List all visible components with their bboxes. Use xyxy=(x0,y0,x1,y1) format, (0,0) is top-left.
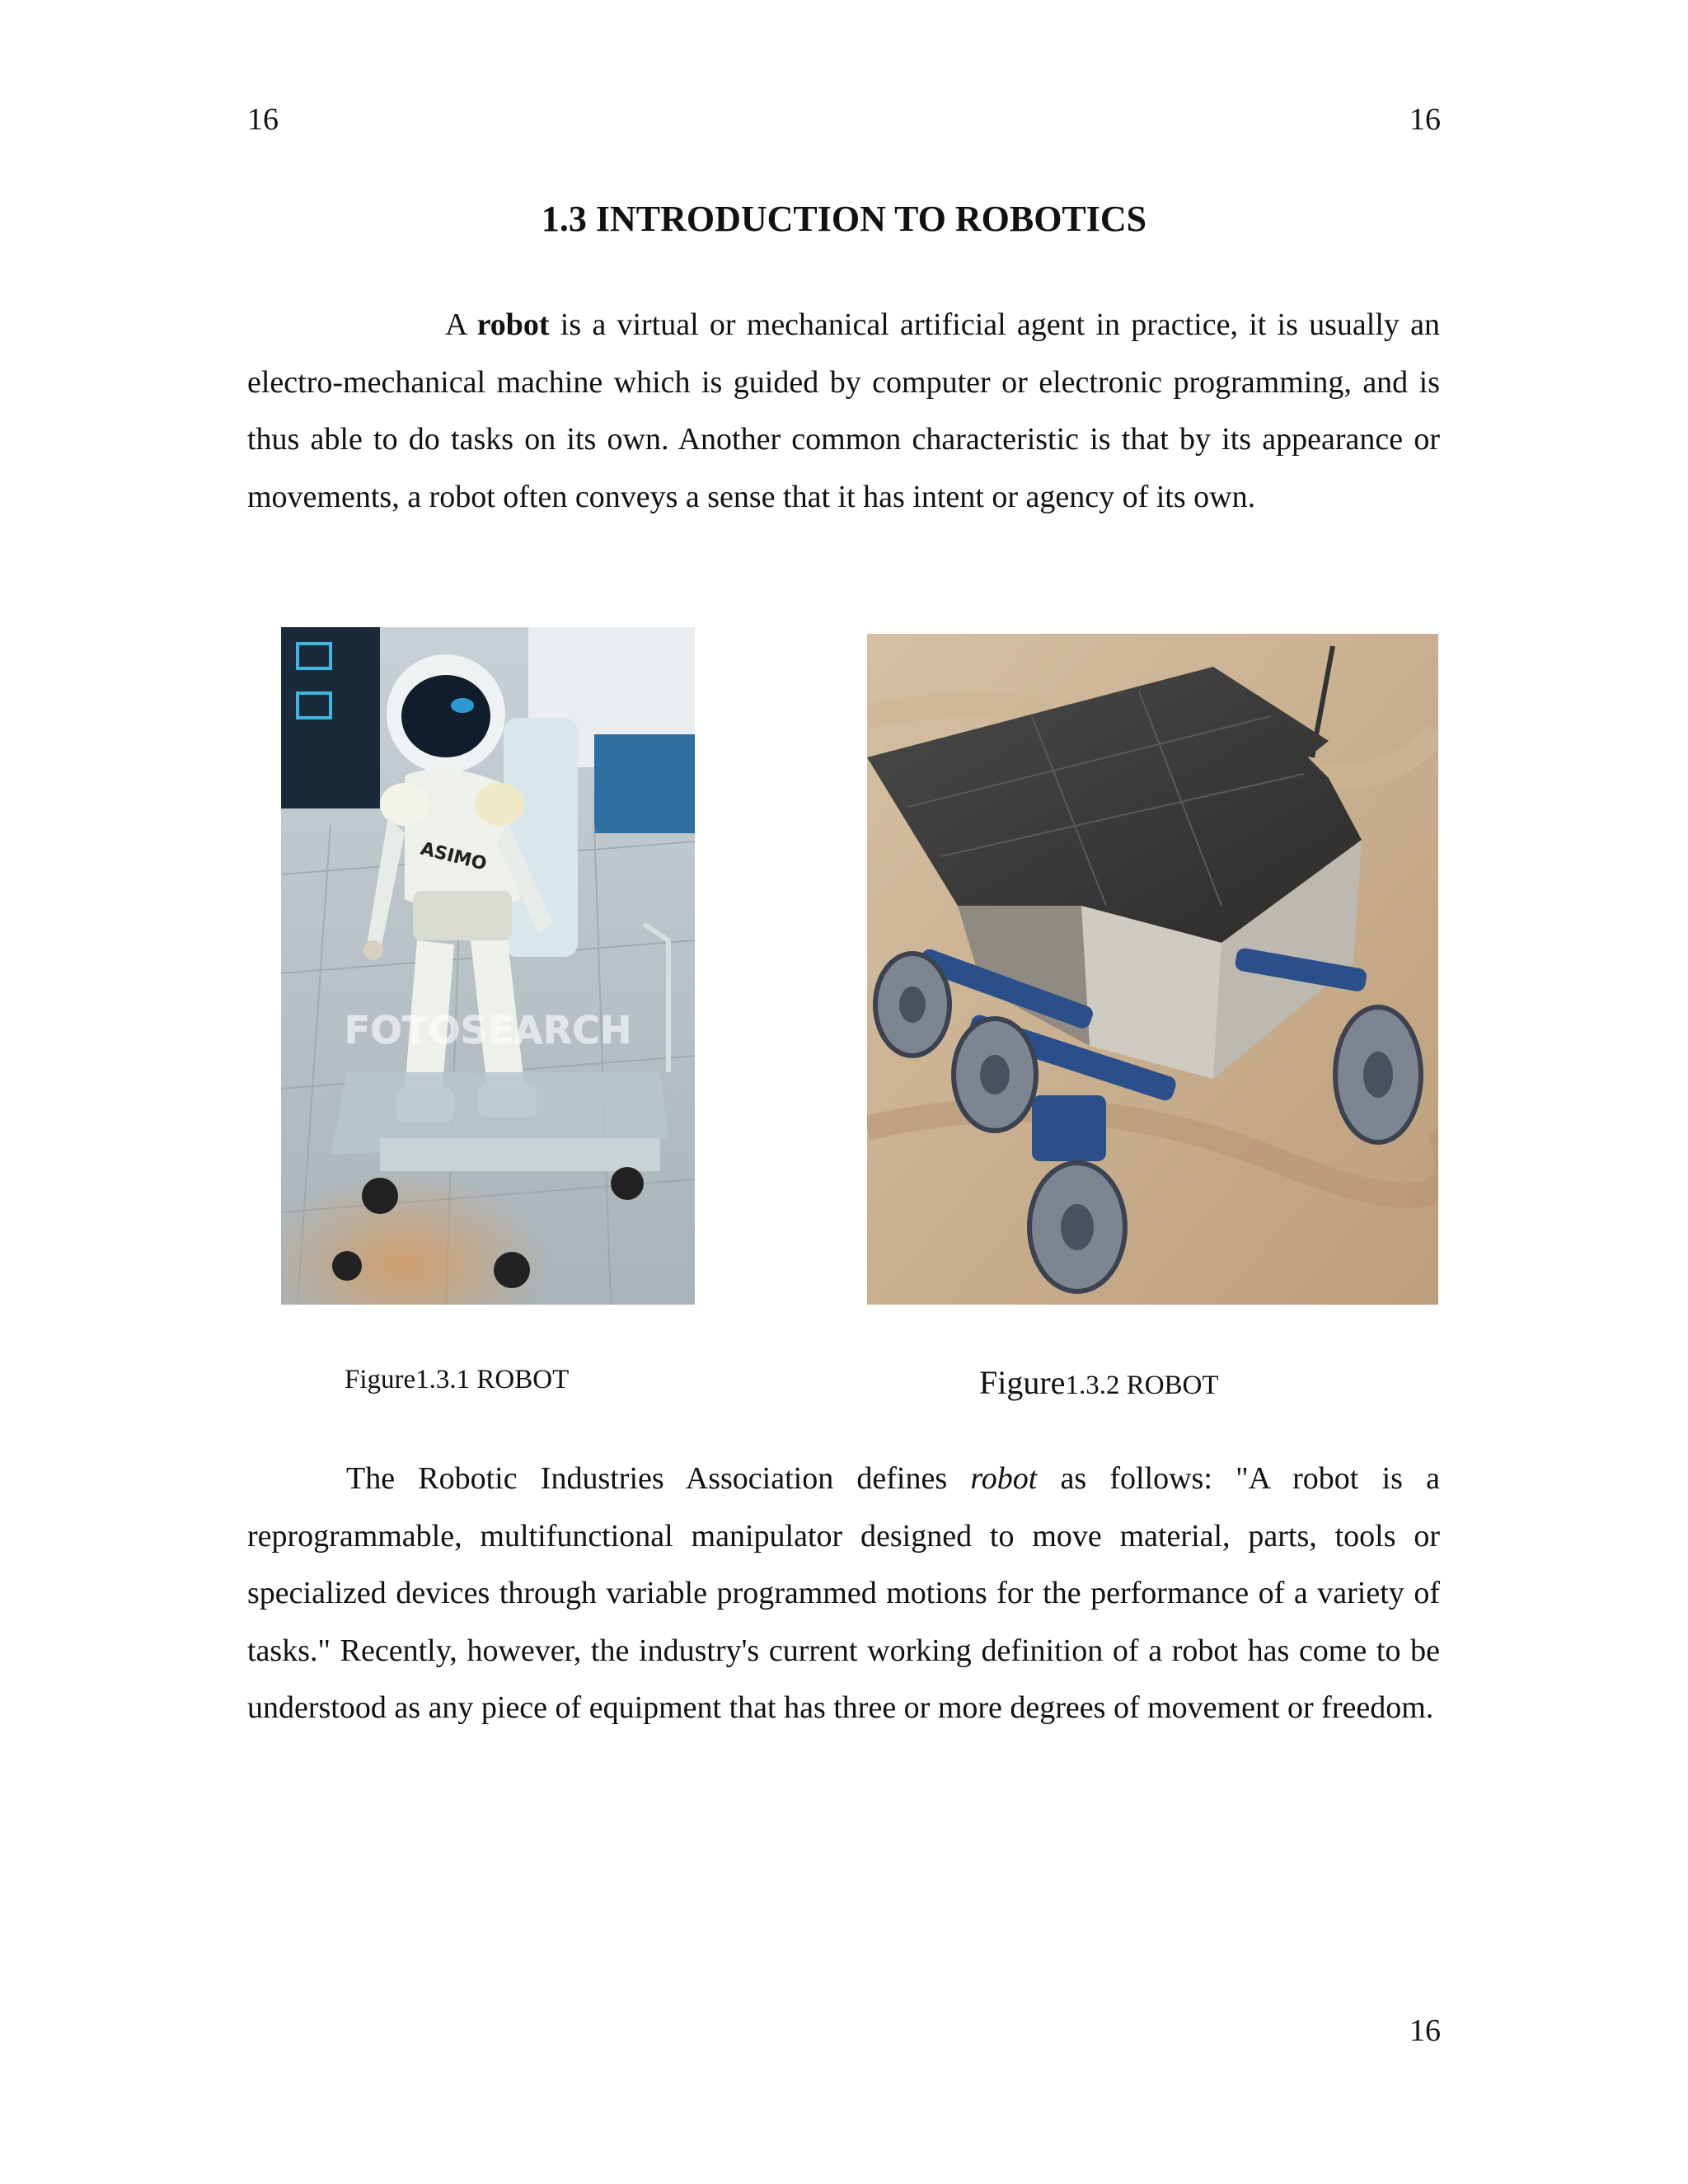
figure-rover-robot-image xyxy=(867,634,1438,1305)
figure-1-caption-prefix: Figure xyxy=(345,1365,416,1394)
asimo-label: ASIMO xyxy=(418,838,489,875)
definition-paragraph xyxy=(247,1451,1440,1737)
figure-1-caption xyxy=(345,1366,569,1394)
figure-2-caption-number: 1.3.2 ROBOT xyxy=(1065,1371,1219,1400)
page-number-top-left: 16 xyxy=(247,102,279,137)
definition-paragraph-lead: The Robotic Industries Association defines xyxy=(346,1461,971,1496)
page-number-top-right: 16 xyxy=(1409,102,1441,137)
section-title: 1.3 INTRODUCTION TO ROBOTICS xyxy=(541,199,1147,239)
page-number-bottom-right: 16 xyxy=(1409,2013,1441,2048)
figure-humanoid-robot-image xyxy=(281,627,695,1305)
intro-paragraph xyxy=(247,297,1440,526)
definition-paragraph-italic-term: robot xyxy=(970,1461,1038,1496)
intro-paragraph-text: is a virtual or mechanical artificial agent in practice, it is usually an electro-mechanical machine which is guided by computer or electronic programming, and is thus able to do tasks on its own. Another common characteristic is that by its appearance or movements, a robot often conveys a sense that it has intent or agency of its own. xyxy=(247,307,1440,514)
intro-paragraph-bold-term: robot xyxy=(476,307,550,342)
figure-2-caption-prefix: Figure xyxy=(979,1364,1066,1401)
figure-2-caption xyxy=(979,1366,1219,1399)
figure-1-caption-number: 1.3.1 ROBOT xyxy=(415,1365,570,1394)
watermark-text: FOTOSEARCH xyxy=(344,1008,632,1052)
definition-paragraph-text: as follows: "A robot is a reprogrammable, multifunctional manipulator designed to move material, parts, tools or specialized devices through variable programmed motions for the performance of a variety of tasks." Recently, however, the industry's current working definition of a robot has come to be understood as any piece of equipment that has three or more degrees of movement or freedom. xyxy=(247,1461,1440,1726)
intro-paragraph-lead: A xyxy=(445,307,477,342)
